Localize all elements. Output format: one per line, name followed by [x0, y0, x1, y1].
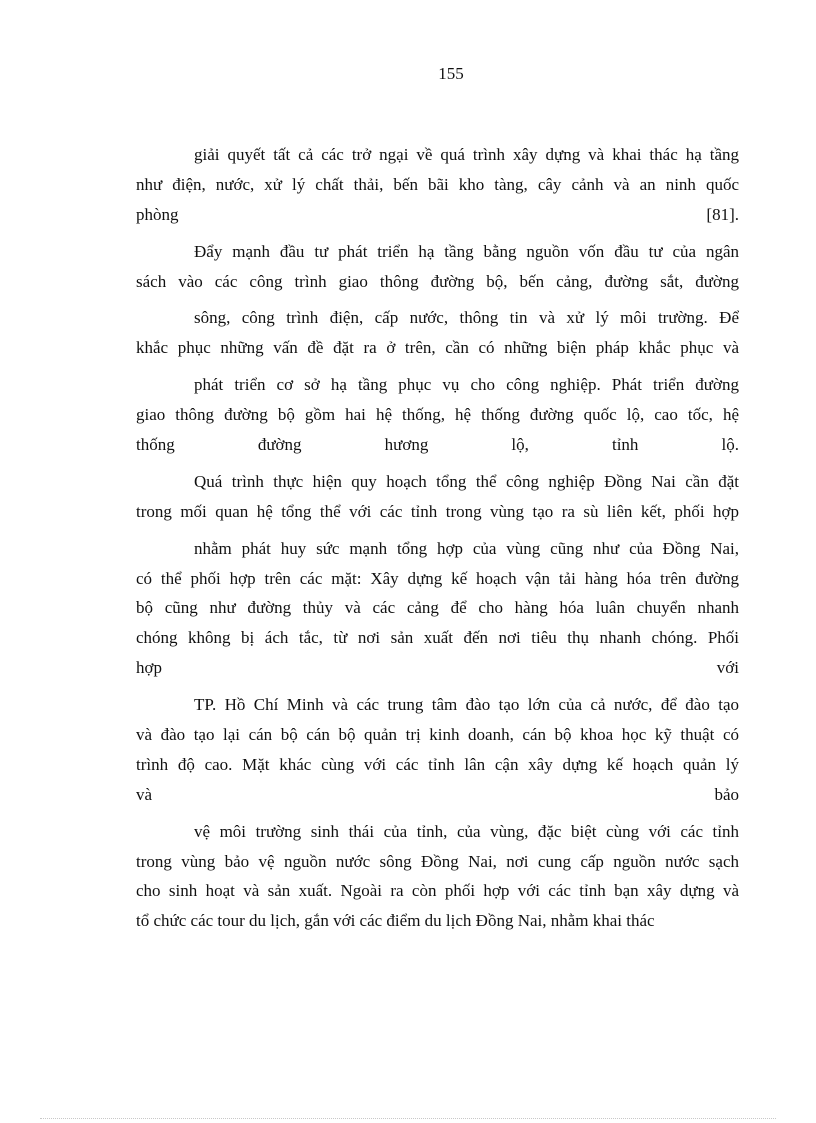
paragraph — [136, 237, 739, 297]
text-line: phòng [81]. — [136, 204, 739, 224]
text-line: trong vùng bảo vệ nguồn nước sông Đồng Nai, nơi cung cấp nguồn nước sạch — [136, 851, 739, 871]
text-line: bộ cũng như đường thủy và các cảng để cho hàng hóa luân chuyển nhanh — [136, 598, 739, 618]
paragraph — [136, 817, 739, 937]
paragraph — [136, 303, 739, 363]
page-number: 155 — [438, 64, 464, 83]
text-line: trình độ cao. Mặt khác cùng với các tỉnh lân cận xây dựng kế hoạch quản lý — [136, 754, 739, 774]
paragraph — [136, 467, 739, 527]
paragraph — [136, 690, 739, 810]
paragraph — [136, 140, 739, 230]
text-line: tổ chức các tour du lịch, gắn với các điểm du lịch Đồng Nai, nhằm khai thác — [136, 911, 655, 931]
text-line: vệ môi trường sinh thái của tỉnh, của vùng, đặc biệt cùng với các tỉnh — [194, 821, 739, 841]
text-line: giải quyết tất cả các trở ngại về quá trình xây dựng và khai thác hạ tầng — [194, 145, 739, 164]
text-line: như điện, nước, xử lý chất thải, bến bãi kho tàng, cây cảnh và an ninh quốc — [136, 174, 739, 194]
document-body — [136, 140, 739, 936]
text-line: TP. Hồ Chí Minh và các trung tâm đào tạo lớn của cả nước, để đào tạo — [194, 695, 739, 715]
paragraph — [136, 370, 739, 460]
text-line: cho sinh hoạt và sản xuất. Ngoài ra còn phối hợp với các tỉnh bạn xây dựng và — [136, 881, 739, 901]
text-line: phát triển cơ sở hạ tầng phục vụ cho công nghiệp. Phát triển đường — [194, 375, 739, 395]
text-line: nhằm phát huy sức mạnh tổng hợp của vùng cũng như của Đồng Nai, — [194, 538, 739, 558]
text-line: sách vào các công trình giao thông đường bộ, bến cảng, đường sắt, đường — [136, 271, 739, 291]
text-line: chóng không bị ách tắc, từ nơi sản xuất đến nơi tiêu thụ nhanh chóng. Phối — [136, 628, 739, 648]
text-line: thống đường hương lộ, tỉnh lộ. — [136, 435, 739, 455]
text-line: khắc phục những vấn đề đặt ra ở trên, cần có những biện pháp khắc phục và — [136, 338, 739, 358]
text-line: Đẩy mạnh đầu tư phát triển hạ tầng bằng nguồn vốn đầu tư của ngân — [194, 241, 739, 261]
text-line: sông, công trình điện, cấp nước, thông tin và xử lý môi trường. Để — [194, 308, 739, 328]
page-bottom-rule — [40, 1118, 776, 1119]
text-line: giao thông đường bộ gồm hai hệ thống, hệ thống đường quốc lộ, cao tốc, hệ — [136, 405, 739, 425]
text-line: có thể phối hợp trên các mặt: Xây dựng kế hoạch vận tải hàng hóa trên đường — [136, 568, 739, 588]
text-line: hợp với — [136, 658, 739, 678]
text-line: và đào tạo lại cán bộ cán bộ quản trị kinh doanh, cán bộ khoa học kỹ thuật có — [136, 725, 739, 745]
paragraph — [136, 534, 739, 683]
text-line: trong mối quan hệ tổng thể với các tỉnh trong vùng tạo ra sù liên kết, phối hợp — [136, 501, 739, 521]
text-line: Quá trình thực hiện quy hoạch tổng thể công nghiệp Đồng Nai cần đặt — [194, 471, 739, 491]
text-line: và bảo — [136, 784, 739, 804]
